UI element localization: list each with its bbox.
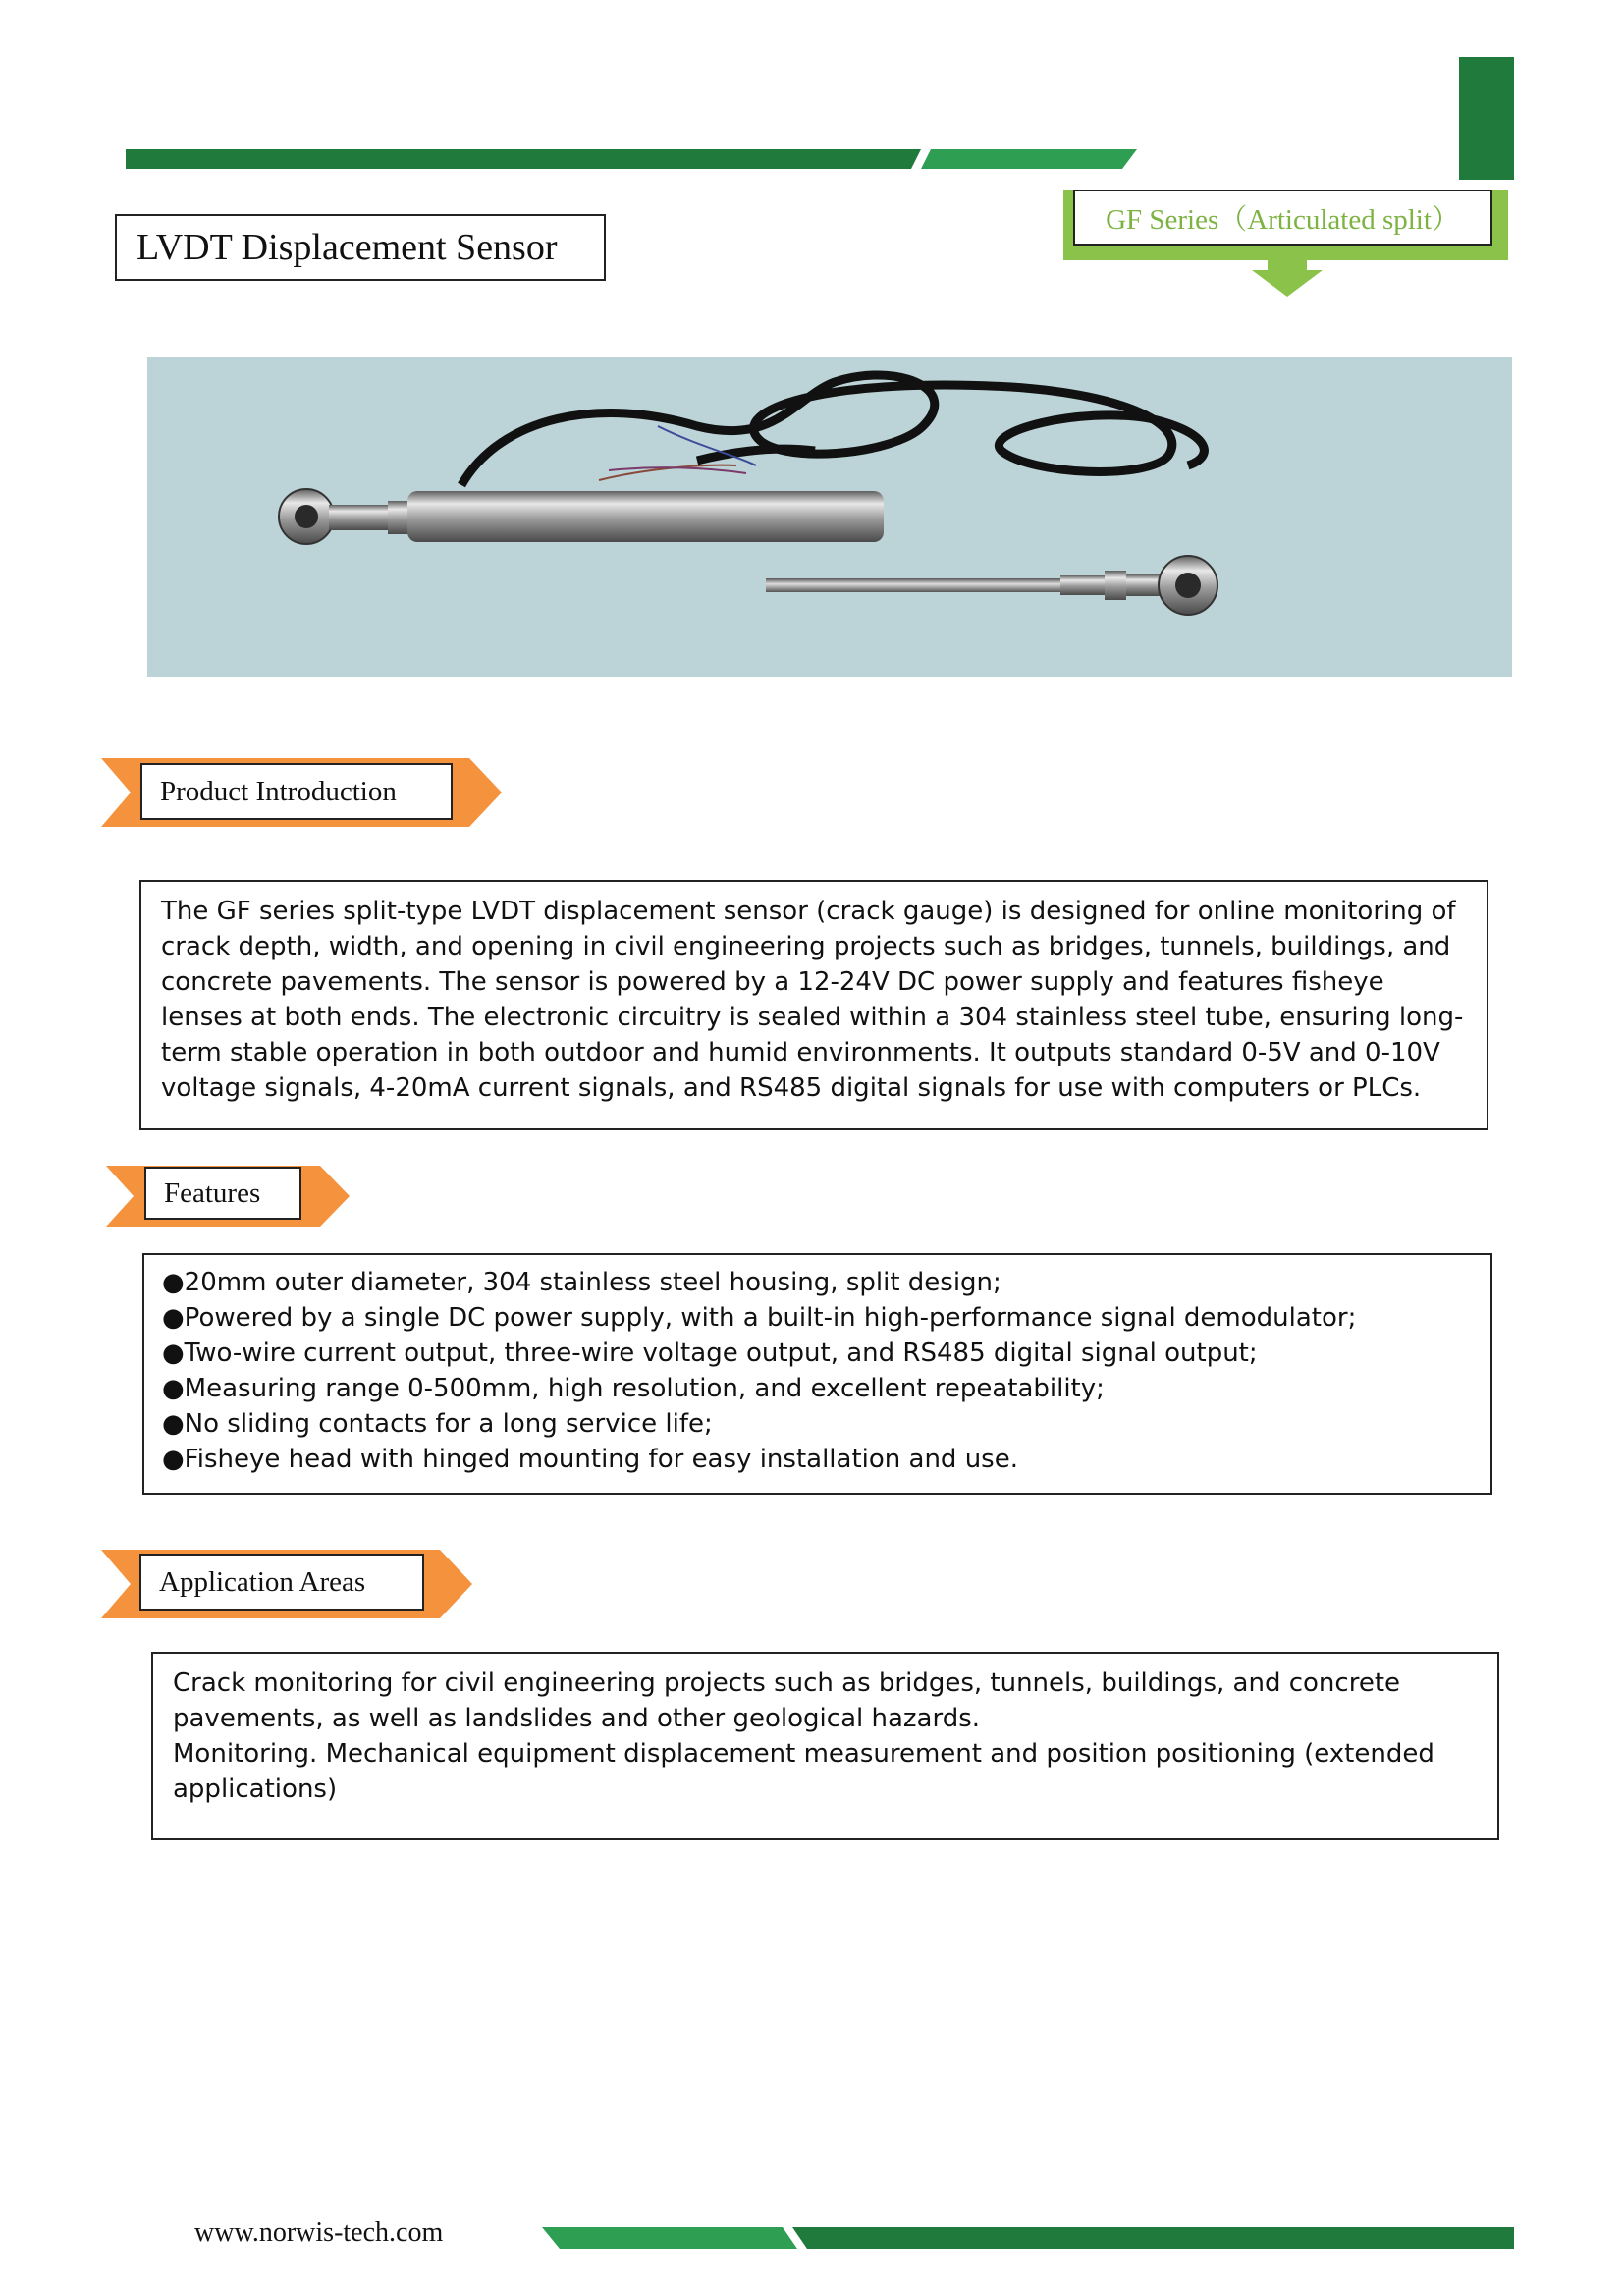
- introduction-box: [139, 880, 1488, 1130]
- application-line: Monitoring. Mechanical equipment displacement measurement and position positioning (extended applications): [173, 1739, 1434, 1804]
- sensor-body-tube: [407, 491, 884, 542]
- feature-item: ●Fisheye head with hinged mounting for easy installation and use.: [162, 1445, 1018, 1474]
- top-right-green-block: [1459, 57, 1514, 180]
- product-image: [147, 357, 1512, 677]
- series-tag: GF Series（Articulated split）: [1073, 190, 1492, 246]
- cable: [461, 375, 1204, 485]
- feature-item: ●No sliding contacts for a long service life;: [162, 1409, 713, 1439]
- feature-item: ●Two-wire current output, three-wire voltage output, and RS485 digital signal output;: [162, 1339, 1258, 1368]
- sensor-rod: [766, 578, 1060, 592]
- footer-light-green-bar: [542, 2227, 797, 2249]
- top-dark-green-bar: [126, 149, 921, 169]
- applications-box: [151, 1652, 1499, 1840]
- footer-url: www.norwis-tech.com: [194, 2217, 444, 2248]
- page-title: LVDT Displacement Sensor: [115, 214, 606, 281]
- feature-item: ●20mm outer diameter, 304 stainless steel housing, split design;: [162, 1268, 1001, 1297]
- application-line: Crack monitoring for civil engineering projects such as bridges, tunnels, buildings, and concrete pavements, as well as landslides and other geological hazards.: [173, 1668, 1401, 1733]
- feature-item: ●Powered by a single DC power supply, with a built-in high-performance signal demodulator;: [162, 1303, 1357, 1333]
- section-label-features: Features: [144, 1167, 301, 1220]
- footer-dark-green-bar: [792, 2227, 1514, 2249]
- feature-item: ●Measuring range 0-500mm, high resolution, and excellent repeatability;: [162, 1374, 1105, 1403]
- series-down-arrow: [1252, 260, 1323, 297]
- section-label-applications: Application Areas: [139, 1554, 424, 1611]
- section-label-introduction: Product Introduction: [140, 763, 453, 820]
- introduction-text: The GF series split-type LVDT displacement sensor (crack gauge) is designed for online monitoring of crack depth, width, and opening in civil engineering projects such as bridges, tunnels, buildings, and concrete pavements. The sensor is powered by a 12-24V DC power supply and features fisheye lenses at both ends. The electronic circuitry is sealed within a 304 stainless steel tube, ensuring long-term stable operation in both outdoor and humid environments. It outputs standard 0-5V and 0-10V voltage signals, 4-20mA current signals, and RS485 digital signals for use with computers or PLCs.: [161, 897, 1464, 1103]
- features-box: [142, 1253, 1492, 1495]
- top-light-green-bar: [921, 149, 1137, 169]
- lvdt-sensor-illustration: [147, 357, 1512, 677]
- footer-decoration: [0, 2219, 1623, 2259]
